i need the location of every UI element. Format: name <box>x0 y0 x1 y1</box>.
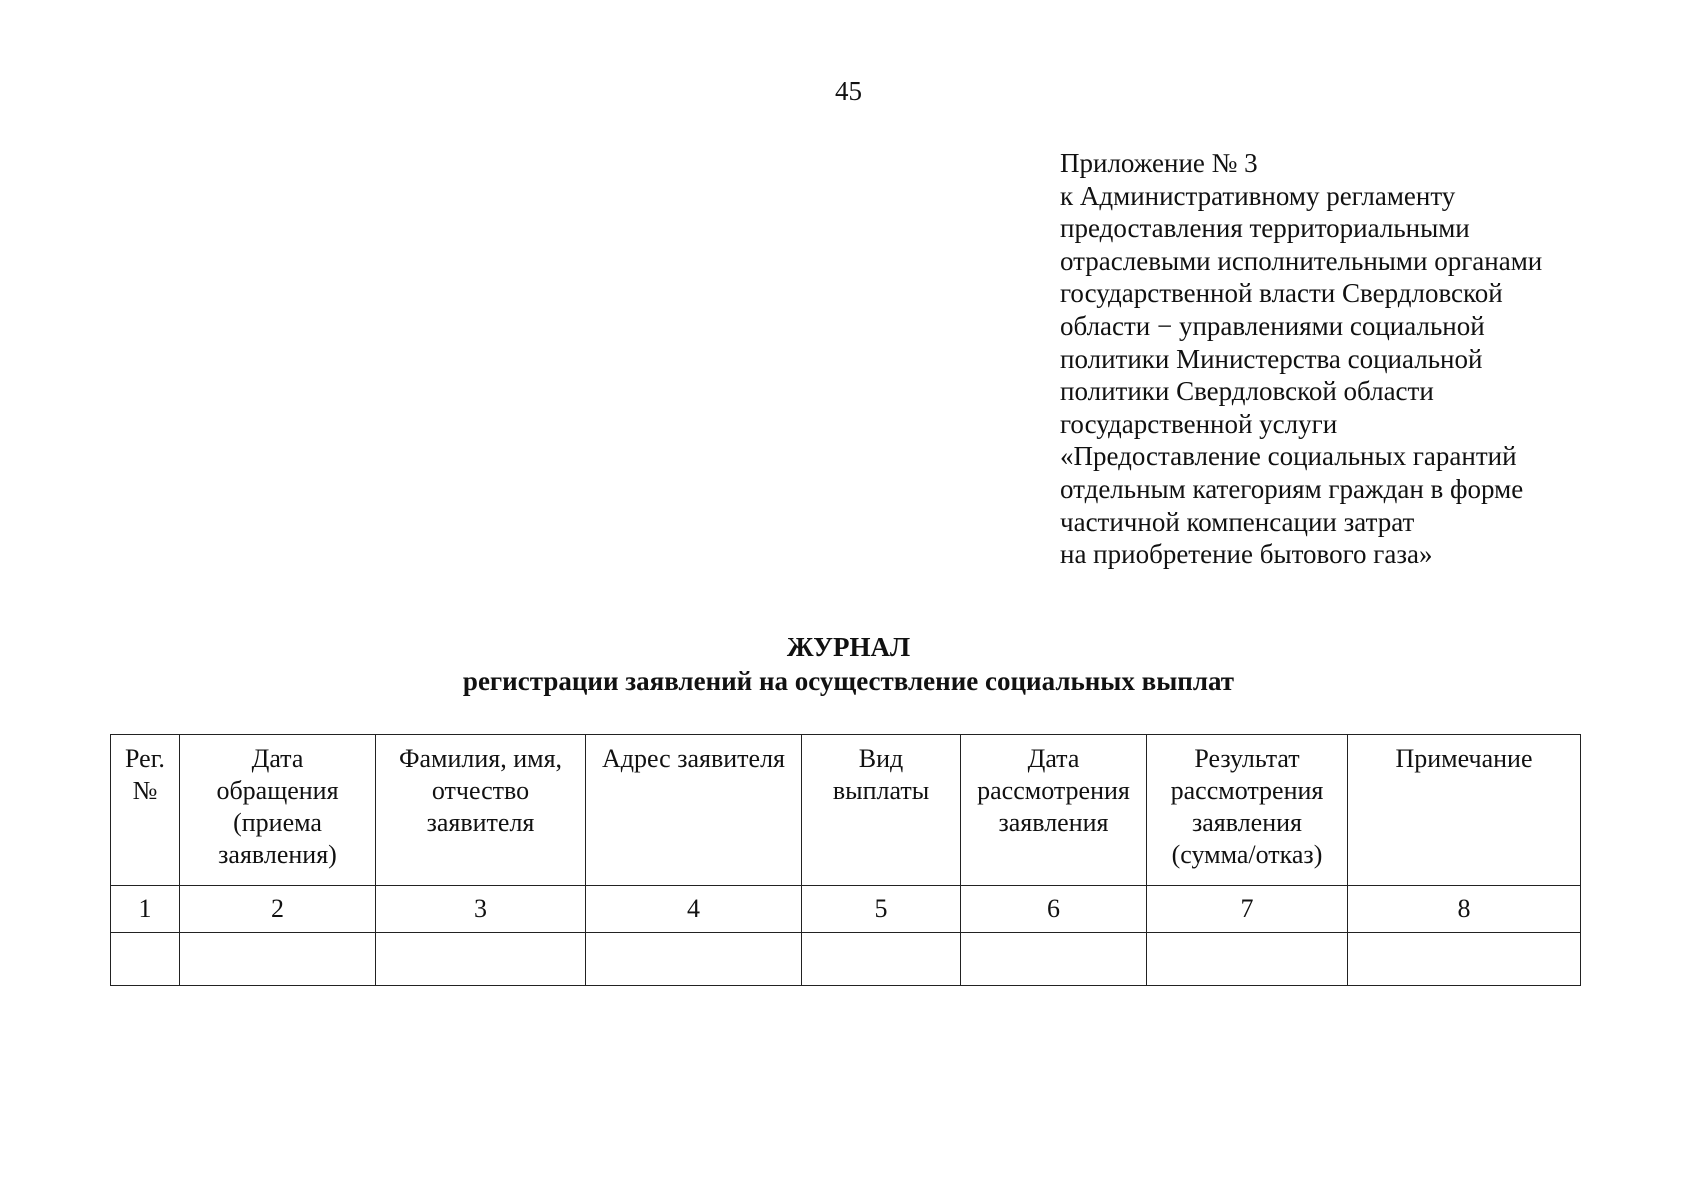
table-header-cell: Дата рассмотрения заявления <box>961 735 1147 886</box>
table-cell <box>961 933 1147 986</box>
table-header-cell: Результат рассмотрения заявления (сумма/отказ) <box>1147 735 1348 886</box>
appendix-line: политики Свердловской области <box>1060 376 1434 407</box>
table-number-cell: 1 <box>111 886 180 933</box>
table-number-cell: 7 <box>1147 886 1348 933</box>
table-number-cell: 5 <box>802 886 961 933</box>
table-cell <box>1348 933 1581 986</box>
appendix-line: Приложение № 3 <box>1060 148 1258 178</box>
table-cell <box>180 933 376 986</box>
table-number-cell: 4 <box>586 886 802 933</box>
table-cell <box>802 933 961 986</box>
appendix-line: государственной услуги <box>1060 408 1338 439</box>
table-cell <box>586 933 802 986</box>
table-number-cell: 6 <box>961 886 1147 933</box>
table-number-cell: 8 <box>1348 886 1581 933</box>
table-header-cell: Фамилия, имя, отчество заявителя <box>376 735 586 886</box>
journal-heading <box>0 630 1697 698</box>
page-number: 45 <box>835 76 862 106</box>
table-number-cell: 2 <box>180 886 376 933</box>
journal-title: ЖУРНАЛ <box>786 632 911 662</box>
appendix-line: области − управлениями социальной <box>1060 310 1485 341</box>
appendix-line: предоставления территориальными <box>1060 213 1470 244</box>
appendix-line: к Административному регламенту <box>1060 180 1456 211</box>
journal-subtitle: регистрации заявлений на осуществление социальных выплат <box>462 666 1235 696</box>
appendix-line: на приобретение бытового газа» <box>1060 539 1433 570</box>
table-header-row <box>111 735 1581 886</box>
table-cell <box>376 933 586 986</box>
appendix-line: частичной компенсации затрат <box>1060 506 1415 537</box>
table-header-cell: Рег. № <box>111 735 180 886</box>
table-cell <box>1147 933 1348 986</box>
appendix-line: политики Министерства социальной <box>1060 343 1483 374</box>
appendix-line: отдельным категориям граждан в форме <box>1060 473 1524 504</box>
table-header-cell: Адрес заявителя <box>586 735 802 886</box>
appendix-line: «Предоставление социальных гарантий <box>1060 441 1517 472</box>
table-row <box>111 933 1581 986</box>
appendix-line: государственной власти Свердловской <box>1060 278 1503 309</box>
table-cell <box>111 933 180 986</box>
table-header-cell: Дата обращения (приема заявления) <box>180 735 376 886</box>
appendix-note <box>1060 147 1542 571</box>
table-header-cell: Примечание <box>1348 735 1581 886</box>
journal-table <box>110 734 1581 986</box>
table-header-cell: Вид выплаты <box>802 735 961 886</box>
table-number-row <box>111 886 1581 933</box>
appendix-line: отраслевыми исполнительными органами <box>1060 245 1543 276</box>
table-number-cell: 3 <box>376 886 586 933</box>
